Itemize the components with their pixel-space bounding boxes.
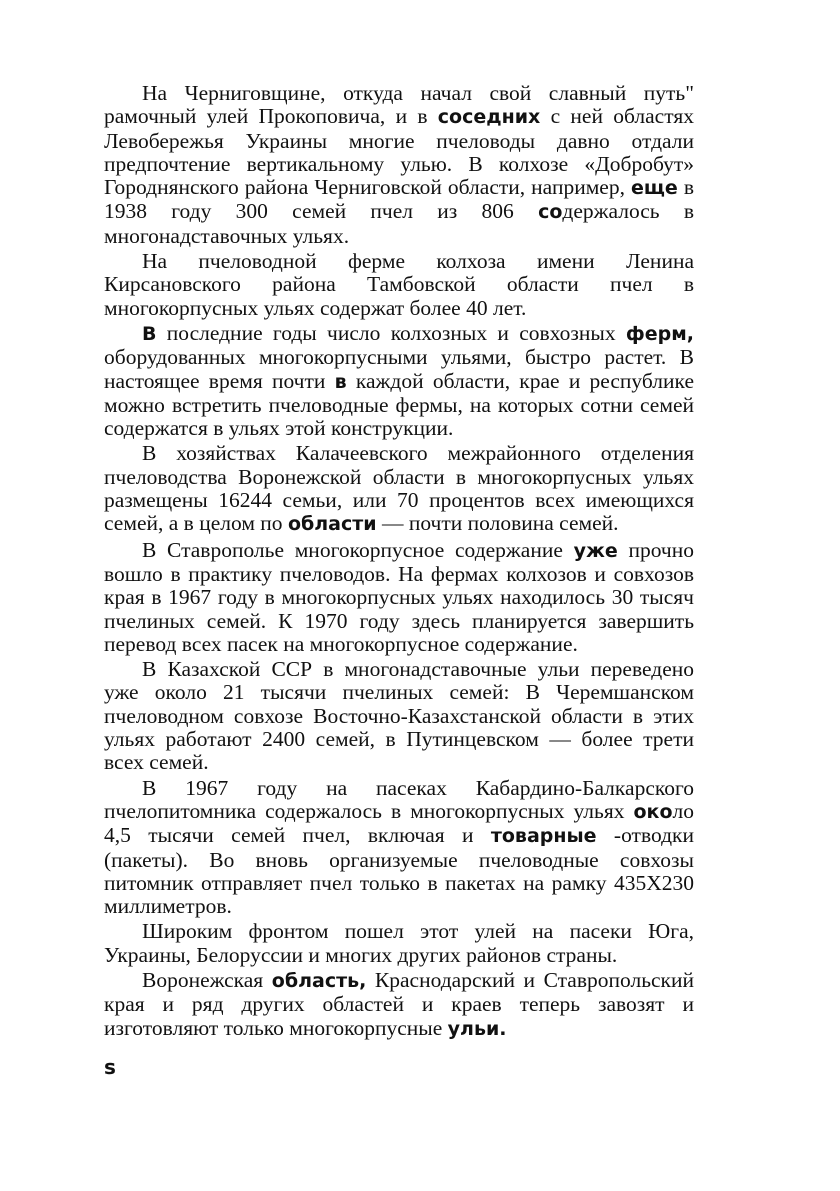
page-number: s (104, 1055, 116, 1079)
text-run: в 1938 году 300 семей пчел из 806 (104, 175, 694, 224)
bold-text: в (334, 370, 347, 393)
text-run: Широким фронтом пошел этот улей на пасеки Юга, Украины, Белоруссии и многих других районов страны. (104, 919, 694, 967)
text-run: каждой области, крае и республике можно встретить пчеловодные фермы, на которых сотни семей содержатся в ульях этой конструкции. (104, 368, 694, 441)
text-run: ло 4,5 тысячи семей пчел, включая и (104, 798, 694, 848)
bold-text: уже (573, 539, 618, 562)
text-run: -отводки (пакеты). Во вновь организуемые пчеловодные совхозы питомник отправляет пчел только в пакетах на рамку 435Х230 миллиметров. (104, 823, 694, 919)
bold-text: товарные (490, 825, 597, 848)
bold-text: око (633, 800, 673, 823)
paragraph (104, 322, 694, 440)
bold-text: области (287, 513, 377, 536)
bold-text: еще (631, 177, 678, 200)
text-run: В 1967 году на пасеках Кабардино-Балкарского пчелопитомника содержалось в многокорпусных ульях (104, 775, 694, 823)
paragraph (104, 442, 694, 536)
text-run: последние годы число колхозных и совхозных (156, 320, 626, 345)
bold-text: область, (271, 969, 367, 992)
text-run: с ней областях Левобережья Украины многие пчеловоды давно отдали предпочтение вертикальному улью. В колхозе «Добробут» Городнянского района Черниговской области, например, (104, 104, 694, 200)
text-run: оборудованных многокорпусными ульями, быстро растет. В настоящее время почти (104, 345, 694, 393)
text-run: Краснодарский и Ставропольский края и ряд других областей и краев теперь завозят и изготовляют только многокорпусные (104, 967, 694, 1040)
text-run: В Ставрополье многокорпусное содержание (142, 537, 574, 562)
text-run: В Казахской ССР в многонадставочные ульи переведено уже около 21 тысячи пчелиных семей: В Черемшанском пчеловодном совхозе Восточно-Казахстанской области в этих ульях работают 2400 семей, в Путинцевском — более трети всех семей. (104, 657, 694, 775)
text-run: держалось в многонадставочных ульях. (104, 199, 694, 248)
text-run: На пчеловодной ферме колхоза имени Ленина Кирсановского района Тамбовской области пчел в многокорпусных ульях содержат более 40 лет. (104, 249, 694, 320)
paragraph (104, 82, 694, 248)
text-run: На Черниговщине, откуда начал свой славный путь" рамочный улей Прокоповича, и в (104, 81, 694, 129)
paragraph (104, 658, 694, 774)
bold-text: соседних (437, 106, 541, 129)
bold-text: ферм, (625, 322, 694, 345)
paragraph (104, 539, 694, 656)
paragraph (104, 920, 694, 967)
paragraph (104, 777, 694, 919)
bold-text: со (538, 201, 563, 224)
paragraph (104, 969, 694, 1041)
text-run: — почти половина семей. (376, 511, 619, 536)
bold-text: ульи. (447, 1017, 507, 1040)
page-body (104, 82, 694, 1043)
text-run: Воронежская (142, 967, 272, 992)
text-run: прочно вошло в практику пчеловодов. На фермах колхозов и совхозов края в 1967 году в многокорпусных ульях находилось 30 тысяч пчелиных семей. К 1970 году здесь планируется завершить перевод всех пасек на многокорпусное содержание. (104, 537, 694, 656)
bold-text: В (142, 322, 157, 345)
paragraph (104, 250, 694, 320)
text-run: В хозяйствах Калачеевского межрайонного отделения пчеловодства Воронежской области в многокорпусных ульях размещены 16244 семьи, или 70 процентов всех имеющихся семей, а в целом по (104, 441, 694, 536)
